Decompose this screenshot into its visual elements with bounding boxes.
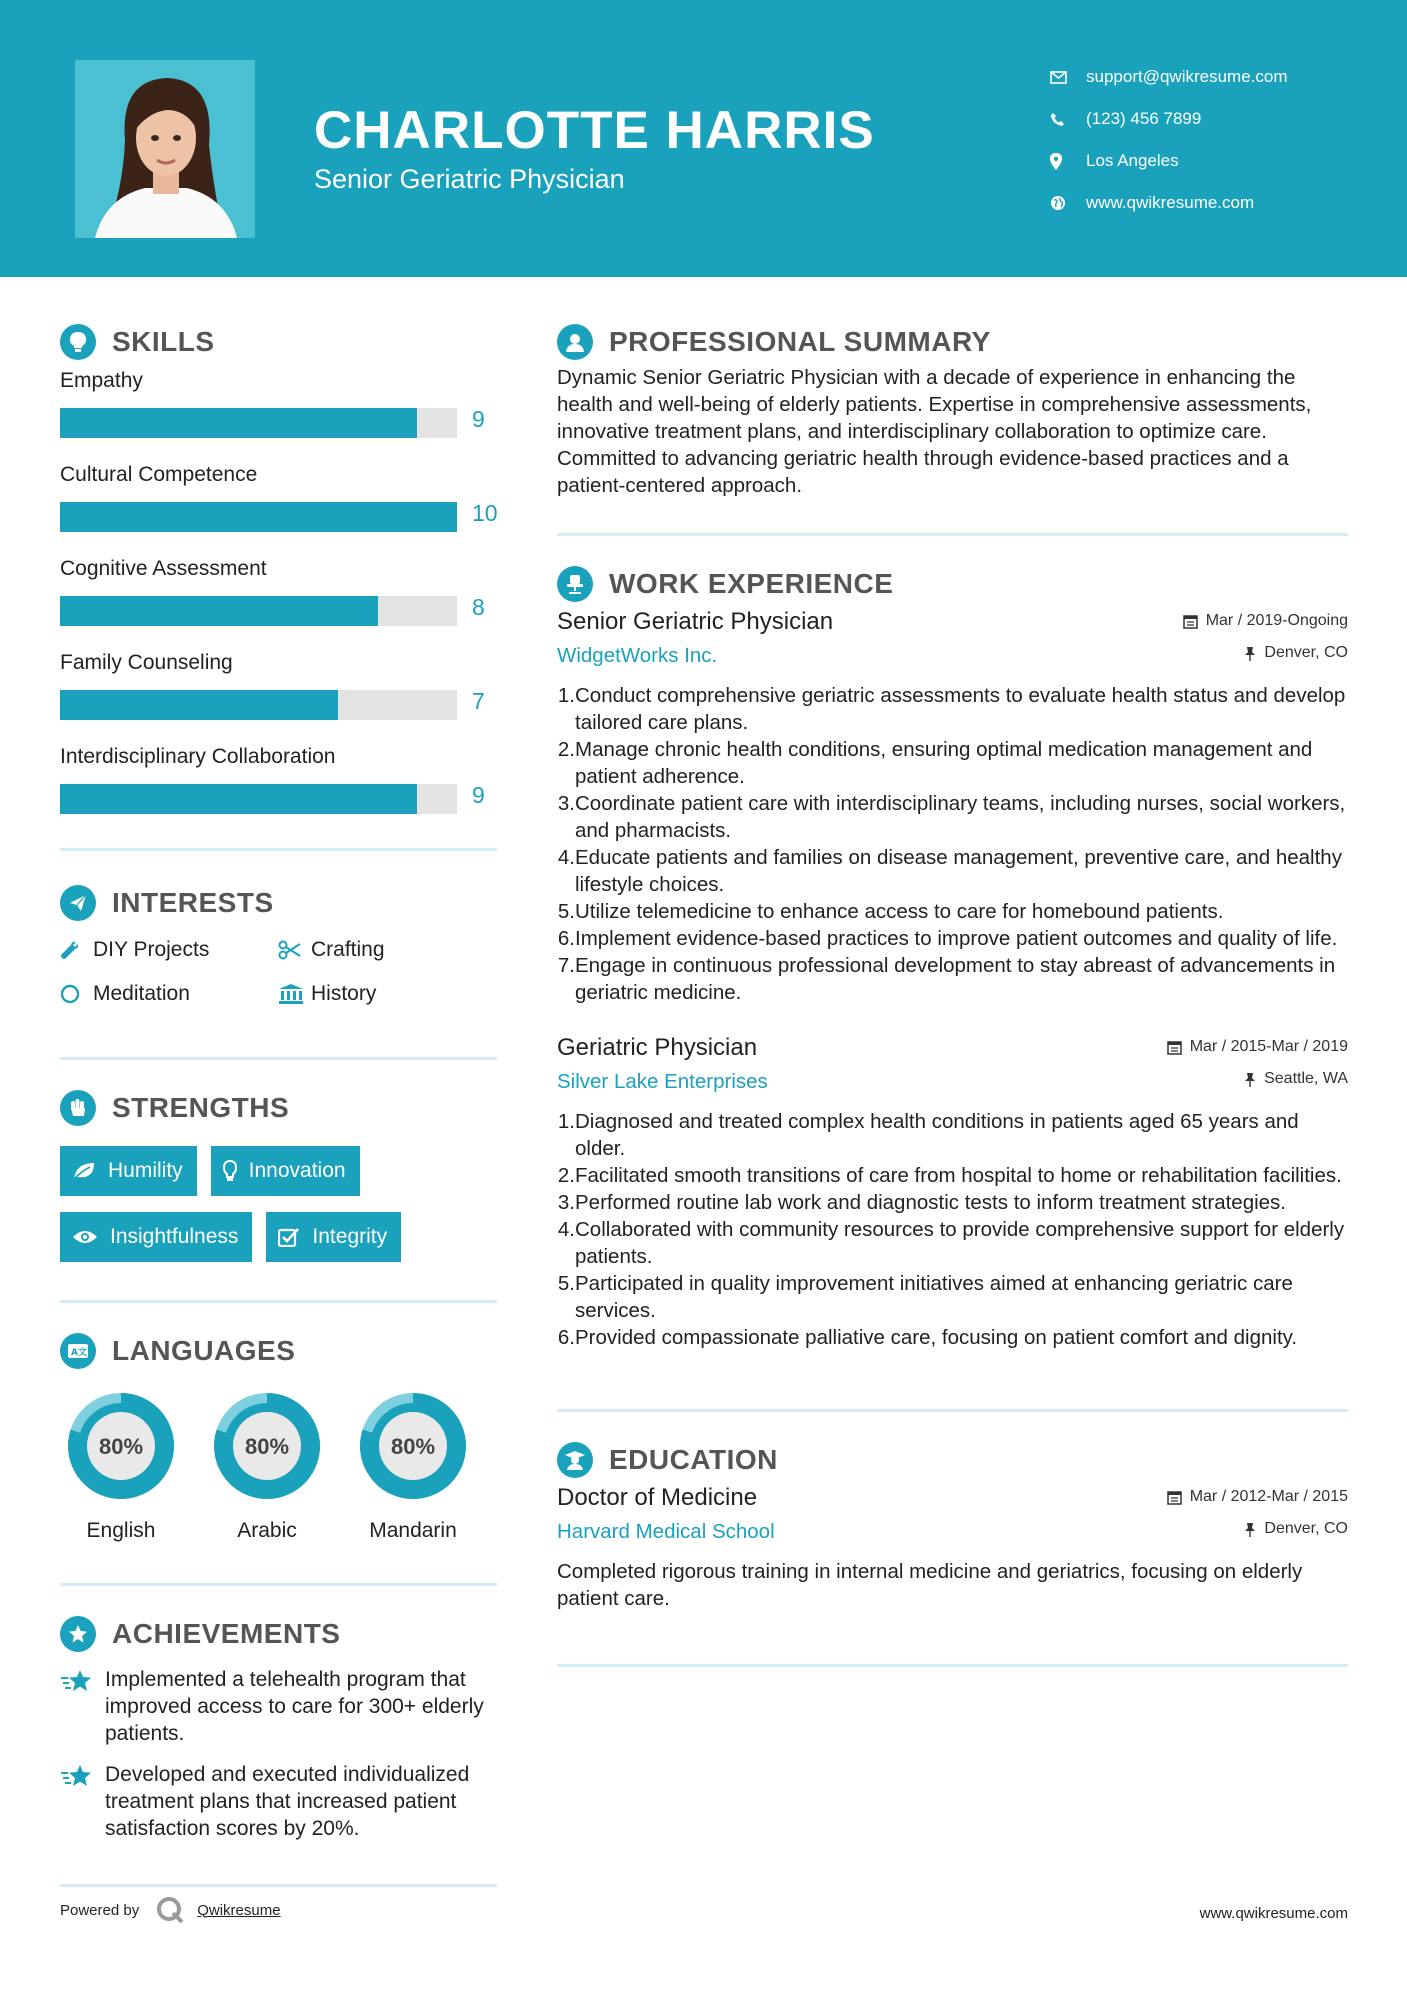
footer-powered-by — [60, 1895, 281, 1925]
calendar-icon — [1167, 1490, 1182, 1505]
section-divider — [557, 533, 1348, 536]
brand-link[interactable]: Qwikresume — [197, 1901, 281, 1919]
duty-item: 3. Performed routine lab work and diagnostic tests to inform treatment strategies. — [557, 1191, 1287, 1214]
experience-heading — [557, 562, 1348, 606]
calendar-icon — [1183, 614, 1198, 629]
achievement-item — [60, 1666, 497, 1747]
right-column — [557, 320, 1348, 1667]
duty-item: 5. Utilize telemedicine to enhance access to care for homebound patients. — [557, 900, 1224, 923]
job-entry — [557, 606, 1348, 1006]
education-heading — [557, 1438, 1348, 1482]
education-location-text: Denver, CO — [1264, 1520, 1348, 1537]
experience-title: WORK EXPERIENCE — [609, 568, 894, 599]
skill-value: 7 — [472, 688, 485, 714]
profile-photo — [75, 60, 255, 238]
languages-list — [60, 1385, 497, 1543]
candidate-name: CHARLOTTE HARRIS — [314, 101, 875, 160]
skill-value: 9 — [472, 406, 485, 432]
summary-title: PROFESSIONAL SUMMARY — [609, 326, 991, 357]
skill-bar — [60, 596, 457, 626]
language-percent: 80% — [390, 1434, 436, 1459]
strength-chip — [266, 1212, 401, 1262]
interest-label: Meditation — [93, 982, 190, 1005]
contact-phone-text: (123) 456 7899 — [1086, 109, 1202, 128]
interests-heading — [60, 881, 497, 925]
skill-value: 8 — [472, 594, 485, 620]
section-divider — [60, 1057, 497, 1060]
language-percent: 80% — [244, 1434, 290, 1459]
skills-heading — [60, 320, 497, 364]
language-name: English — [86, 1519, 156, 1542]
pushpin-icon — [1244, 1522, 1256, 1537]
education-dates — [1167, 1488, 1348, 1506]
interest-label: DIY Projects — [93, 938, 210, 961]
candidate-role: Senior Geriatric Physician — [314, 164, 625, 194]
duties-list — [557, 1108, 1348, 1351]
education-location — [1244, 1520, 1348, 1538]
achievement-text: Developed and executed individualized treatment plans that increased patient satisfaction scores by 20%. — [105, 1763, 470, 1840]
job-title: Senior Geriatric Physician — [557, 608, 834, 635]
language-gauge — [352, 1385, 474, 1507]
lightbulb-icon — [60, 324, 96, 360]
contact-phone[interactable] — [1050, 98, 1288, 140]
user-icon — [557, 324, 593, 360]
globe-icon — [1050, 195, 1086, 211]
skill-value: 9 — [472, 782, 485, 808]
duty-item: 6. Provided compassionate palliative care, focusing on patient comfort and dignity. — [557, 1326, 1298, 1349]
language-item — [206, 1385, 328, 1543]
contact-location-text: Los Angeles — [1086, 151, 1179, 170]
job-location — [1244, 644, 1348, 662]
language-percent: 80% — [98, 1434, 144, 1459]
section-divider — [557, 1409, 1348, 1412]
duty-item: 2. Facilitated smooth transitions of care from hospital to home or rehabilitation facilities. — [557, 1164, 1342, 1187]
lightbulb-icon — [223, 1160, 237, 1182]
paper-plane-icon — [60, 885, 96, 921]
languages-heading — [60, 1329, 497, 1373]
contact-email-text: support@qwikresume.com — [1086, 67, 1288, 86]
achievements-list — [60, 1666, 497, 1842]
job-dates — [1183, 612, 1348, 630]
skill-item — [60, 554, 497, 640]
achievements-title: ACHIEVEMENTS — [112, 1618, 341, 1649]
duty-item: 6. Implement evidence-based practices to improve patient outcomes and quality of life. — [557, 927, 1338, 950]
contact-list — [1050, 56, 1288, 224]
interest-label: History — [311, 982, 377, 1005]
skill-name: Interdisciplinary Collaboration — [60, 745, 336, 768]
interest-item — [278, 935, 497, 965]
section-divider — [60, 1583, 497, 1586]
interest-item — [60, 935, 278, 965]
language-item — [60, 1385, 182, 1543]
school-name: Harvard Medical School — [557, 1520, 775, 1543]
duty-item: 2. Manage chronic health conditions, ensuring optimal medication management and patient adherence. — [557, 738, 1313, 788]
duty-item: 5. Participated in quality improvement initiatives aimed at enhancing geriatric care services. — [557, 1272, 1293, 1322]
qwikresume-logo-icon — [155, 1895, 185, 1925]
duty-item: 1. Conduct comprehensive geriatric assessments to evaluate health status and develop tailored care plans. — [557, 684, 1346, 734]
skill-item — [60, 742, 497, 828]
job-entry — [557, 1032, 1348, 1351]
education-dates-text: Mar / 2012-Mar / 2015 — [1189, 1488, 1348, 1505]
job-dates-text: Mar / 2015-Mar / 2019 — [1189, 1038, 1348, 1055]
degree-title: Doctor of Medicine — [557, 1484, 758, 1511]
skill-bar — [60, 690, 457, 720]
star-badge-icon — [60, 1616, 96, 1652]
strength-label: Innovation — [248, 1159, 346, 1182]
job-dates-text: Mar / 2019-Ongoing — [1205, 612, 1348, 629]
language-gauge — [60, 1385, 182, 1507]
skill-name: Family Counseling — [60, 651, 233, 674]
summary-heading — [557, 320, 1348, 364]
summary-text: Dynamic Senior Geriatric Physician with a decade of experience in enhancing the health and well-being of elderly patients. Expertise in comprehensive assessments, innovative treatment plans, and interdisciplinary collaboration to optimize care. Committed to advancing geriatric health through evidence-based practices and a patient-centered approach. — [557, 366, 1312, 497]
strength-chip — [211, 1146, 360, 1196]
languages-title: LANGUAGES — [112, 1335, 296, 1366]
skill-item — [60, 460, 497, 546]
powered-by-label: Powered by — [60, 1901, 140, 1919]
skill-item — [60, 648, 497, 734]
strengths-heading — [60, 1086, 497, 1130]
circle-icon — [60, 984, 93, 1004]
skill-name: Empathy — [60, 369, 143, 392]
section-divider — [60, 1884, 497, 1887]
achievement-text: Implemented a telehealth program that improved access to care for 300+ elderly patients. — [105, 1668, 484, 1745]
footer-website[interactable]: www.qwikresume.com — [1199, 1905, 1348, 1922]
skill-bar — [60, 408, 457, 438]
skill-item — [60, 366, 497, 452]
strength-chip — [60, 1146, 197, 1196]
contact-website[interactable] — [1050, 182, 1288, 224]
skills-list — [60, 366, 497, 828]
achievements-heading — [60, 1612, 497, 1656]
wrench-icon — [60, 940, 93, 960]
job-location — [1244, 1070, 1348, 1088]
duties-list — [557, 682, 1348, 1006]
strength-label: Humility — [108, 1159, 183, 1182]
company-name: Silver Lake Enterprises — [557, 1070, 768, 1093]
duty-item: 4. Educate patients and families on disease management, preventive care, and healthy lifestyle choices. — [557, 846, 1342, 896]
contact-email[interactable] — [1050, 56, 1288, 98]
achievement-item — [60, 1761, 497, 1842]
skill-name: Cultural Competence — [60, 463, 258, 486]
contact-location — [1050, 140, 1288, 182]
contact-website-text: www.qwikresume.com — [1086, 193, 1255, 212]
education-entry — [557, 1482, 1348, 1612]
phone-icon — [1050, 112, 1086, 127]
job-dates — [1167, 1038, 1348, 1056]
job-location-text: Seattle, WA — [1264, 1070, 1348, 1087]
language-icon — [60, 1333, 96, 1369]
skill-bar — [60, 502, 457, 532]
interest-label: Crafting — [311, 938, 385, 961]
job-location-text: Denver, CO — [1264, 644, 1348, 661]
skills-title: SKILLS — [112, 326, 215, 357]
skill-name: Cognitive Assessment — [60, 557, 267, 580]
map-pin-icon — [1050, 153, 1086, 170]
fist-icon — [60, 1090, 96, 1126]
duty-item: 1. Diagnosed and treated complex health conditions in patients aged 65 years and older. — [557, 1110, 1299, 1160]
skill-value: 10 — [472, 500, 498, 526]
svg-text:A文: A文 — [71, 1348, 87, 1358]
checkbox-icon — [278, 1227, 300, 1247]
company-name: WidgetWorks Inc. — [557, 644, 718, 667]
language-gauge — [206, 1385, 328, 1507]
pushpin-icon — [1244, 646, 1256, 661]
language-name: Mandarin — [369, 1519, 457, 1542]
strength-label: Insightfulness — [110, 1225, 239, 1248]
leaf-icon — [72, 1161, 96, 1181]
envelope-icon — [1050, 71, 1086, 84]
section-divider — [557, 1664, 1348, 1667]
scissors-icon — [278, 940, 311, 960]
office-chair-icon — [557, 566, 593, 602]
star-icon — [60, 1666, 105, 1747]
left-column — [60, 320, 497, 1887]
strength-label: Integrity — [312, 1225, 388, 1248]
graduate-icon — [557, 1442, 593, 1478]
star-icon — [60, 1761, 105, 1842]
interests-list — [60, 935, 497, 1009]
strengths-title: STRENGTHS — [112, 1092, 290, 1123]
interest-item — [60, 979, 278, 1009]
skill-bar — [60, 784, 457, 814]
education-title: EDUCATION — [609, 1444, 778, 1475]
strength-chip — [60, 1212, 252, 1262]
interest-item — [278, 979, 497, 1009]
eye-icon — [72, 1229, 98, 1245]
calendar-icon — [1167, 1040, 1182, 1055]
strengths-list — [60, 1146, 497, 1262]
interests-title: INTERESTS — [112, 887, 274, 918]
language-name: Arabic — [237, 1519, 297, 1542]
duty-item: 3. Coordinate patient care with interdisciplinary teams, including nurses, social workers, and pharmacists. — [557, 792, 1346, 842]
education-description: Completed rigorous training in internal medicine and geriatrics, focusing on elderly patient care. — [557, 1560, 1303, 1610]
job-title: Geriatric Physician — [557, 1034, 758, 1061]
duty-item: 7. Engage in continuous professional development to stay abreast of advancements in geriatric medicine. — [557, 954, 1336, 1004]
language-item — [352, 1385, 474, 1543]
section-divider — [60, 1300, 497, 1303]
duty-item: 4. Collaborated with community resources to provide comprehensive support for elderly patients. — [557, 1218, 1345, 1268]
resume-header — [0, 0, 1407, 277]
pushpin-icon — [1244, 1072, 1256, 1087]
bank-icon — [278, 983, 311, 1005]
section-divider — [60, 848, 497, 851]
